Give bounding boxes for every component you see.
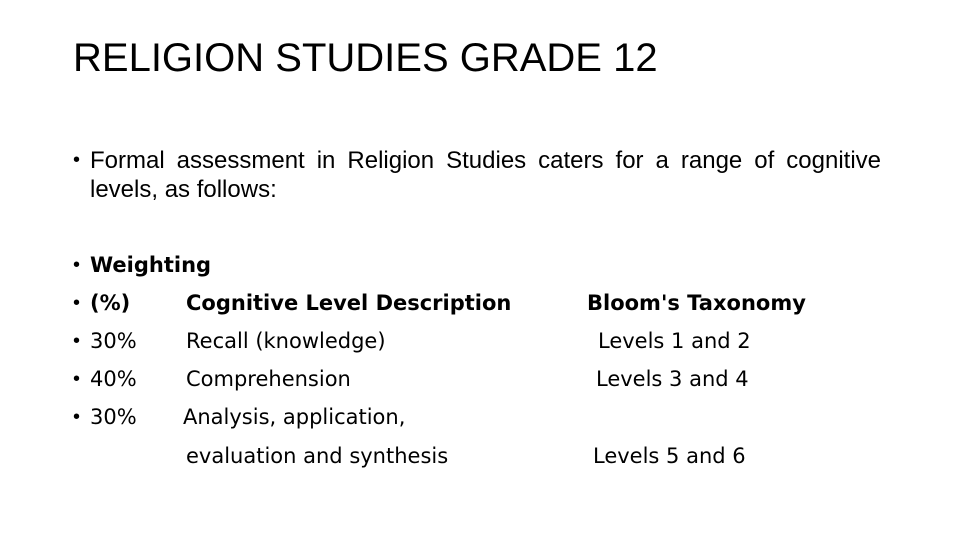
bullet-icon: • (73, 292, 81, 314)
slide-title: RELIGION STUDIES GRADE 12 (73, 36, 658, 80)
row-description: Comprehension (186, 367, 351, 391)
bullet-icon: • (73, 149, 81, 171)
row-taxonomy: Levels 5 and 6 (593, 444, 746, 468)
row-description: Analysis, application, (183, 405, 406, 429)
row-weighting: 30% (90, 329, 137, 353)
row-taxonomy: Levels 3 and 4 (596, 367, 749, 391)
intro-paragraph (73, 146, 881, 204)
bullet-icon: • (73, 254, 81, 276)
header-weighting: (%) (90, 291, 131, 315)
header-taxonomy: Bloom's Taxonomy (587, 291, 806, 315)
row-description: Recall (knowledge) (186, 329, 386, 353)
bullet-icon: • (73, 330, 81, 352)
header-description: Cognitive Level Description (186, 291, 512, 315)
intro-text: Formal assessment in Religion Studies caters for a range of cognitive levels, as follows: (90, 147, 881, 203)
row-description: evaluation and synthesis (186, 444, 449, 468)
weighting-heading: Weighting (90, 253, 212, 277)
row-weighting: 30% (90, 405, 137, 429)
row-weighting: 40% (90, 367, 137, 391)
row-taxonomy: Levels 1 and 2 (598, 329, 751, 353)
bullet-icon: • (73, 368, 81, 390)
bullet-icon: • (73, 406, 81, 428)
